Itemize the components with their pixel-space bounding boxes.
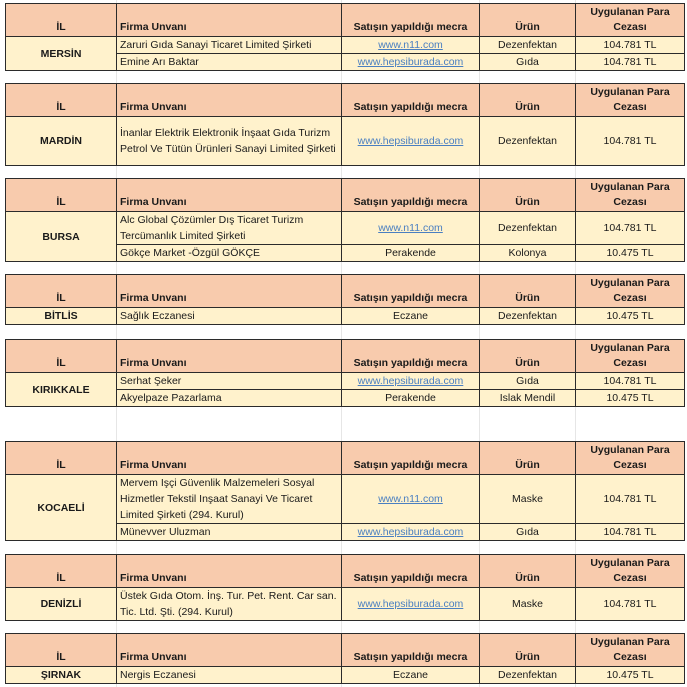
fine-cell: 104.781 TL	[576, 588, 685, 621]
company-cell: Emine Arı Baktar	[117, 54, 342, 71]
channel-link[interactable]: www.hepsiburada.com	[357, 598, 464, 610]
company-cell: Nergis Eczanesi	[117, 667, 342, 684]
fine-cell: 104.781 TL	[576, 37, 685, 54]
province-cell: MERSİN	[6, 37, 117, 71]
table-row	[6, 667, 685, 684]
header-mecra: Satışın yapıldığı mecra	[342, 442, 480, 475]
product-cell: Gıda	[480, 54, 576, 71]
header-firma: Firma Unvanı	[117, 179, 342, 212]
header-firma: Firma Unvanı	[117, 555, 342, 588]
province-cell: BİTLİS	[6, 308, 117, 325]
table-header-row	[6, 634, 685, 667]
company-cell: Sağlık Eczanesi	[117, 308, 342, 325]
header-ceza: Uygulanan Para Cezası	[576, 555, 685, 588]
header-firma: Firma Unvanı	[117, 84, 342, 117]
channel-cell: Eczane	[342, 667, 480, 684]
header-urun: Ürün	[480, 4, 576, 37]
channel-cell[interactable]	[342, 373, 480, 390]
table-row	[6, 212, 685, 245]
table-header-row	[6, 4, 685, 37]
header-il: İL	[6, 84, 117, 117]
fine-table-kocaeli	[5, 441, 685, 541]
table-row	[6, 308, 685, 325]
product-cell: Maske	[480, 588, 576, 621]
province-cell: MARDİN	[6, 117, 117, 166]
channel-cell[interactable]	[342, 212, 480, 245]
channel-cell[interactable]	[342, 37, 480, 54]
header-firma: Firma Unvanı	[117, 4, 342, 37]
header-urun: Ürün	[480, 555, 576, 588]
header-urun: Ürün	[480, 84, 576, 117]
channel-cell: Perakende	[342, 390, 480, 407]
company-cell: Zaruri Gıda Sanayi Ticaret Limited Şirketi	[117, 37, 342, 54]
table-row	[6, 37, 685, 54]
province-cell: ŞIRNAK	[6, 667, 117, 684]
fine-cell: 104.781 TL	[576, 475, 685, 524]
header-ceza: Uygulanan Para Cezası	[576, 340, 685, 373]
table-row	[6, 475, 685, 524]
header-il: İL	[6, 442, 117, 475]
product-cell: Dezenfektan	[480, 37, 576, 54]
channel-link[interactable]: www.n11.com	[378, 39, 443, 51]
product-cell: Dezenfektan	[480, 117, 576, 166]
header-firma: Firma Unvanı	[117, 340, 342, 373]
province-cell: BURSA	[6, 212, 117, 262]
fine-cell: 104.781 TL	[576, 117, 685, 166]
product-cell: Gıda	[480, 373, 576, 390]
header-urun: Ürün	[480, 340, 576, 373]
header-ceza: Uygulanan Para Cezası	[576, 275, 685, 308]
table-header-row	[6, 84, 685, 117]
fine-cell: 104.781 TL	[576, 54, 685, 71]
channel-link[interactable]: www.hepsiburada.com	[357, 56, 464, 68]
fine-cell: 10.475 TL	[576, 667, 685, 684]
product-cell: Gıda	[480, 524, 576, 541]
fine-cell: 104.781 TL	[576, 524, 685, 541]
table-header-row	[6, 442, 685, 475]
channel-cell[interactable]	[342, 524, 480, 541]
header-mecra: Satışın yapıldığı mecra	[342, 179, 480, 212]
fine-table-bursa	[5, 178, 685, 262]
header-ceza: Uygulanan Para Cezası	[576, 84, 685, 117]
fine-table-mersin	[5, 3, 685, 71]
company-cell: Üstek Gıda Otom. İnş. Tur. Pet. Rent. Car san. Tic. Ltd. Şti. (294. Kurul)	[117, 588, 342, 621]
header-mecra: Satışın yapıldığı mecra	[342, 555, 480, 588]
header-urun: Ürün	[480, 275, 576, 308]
company-cell: Mervem Işçi Güvenlik Malzemeleri Sosyal Hizmetler Tekstil Inşaat Sanayi Ve Ticaret Limited Şirketi (294. Kurul)	[117, 475, 342, 524]
product-cell: Maske	[480, 475, 576, 524]
table-header-row	[6, 340, 685, 373]
header-firma: Firma Unvanı	[117, 634, 342, 667]
header-urun: Ürün	[480, 179, 576, 212]
header-ceza: Uygulanan Para Cezası	[576, 634, 685, 667]
channel-link[interactable]: www.n11.com	[378, 222, 443, 234]
company-cell: Alc Global Çözümler Dış Ticaret Turizm Tercümanlık Limited Şirketi	[117, 212, 342, 245]
table-header-row	[6, 555, 685, 588]
fine-table-bitlis	[5, 274, 685, 325]
header-il: İL	[6, 340, 117, 373]
channel-link[interactable]: www.hepsiburada.com	[357, 375, 464, 387]
fine-table-kirikkale	[5, 339, 685, 407]
table-row	[6, 117, 685, 166]
header-mecra: Satışın yapıldığı mecra	[342, 4, 480, 37]
company-cell: Akyelpaze Pazarlama	[117, 390, 342, 407]
header-ceza: Uygulanan Para Cezası	[576, 179, 685, 212]
table-header-row	[6, 179, 685, 212]
header-il: İL	[6, 4, 117, 37]
header-urun: Ürün	[480, 634, 576, 667]
header-il: İL	[6, 634, 117, 667]
province-cell: DENİZLİ	[6, 588, 117, 621]
company-cell: Serhat Şeker	[117, 373, 342, 390]
channel-cell: Perakende	[342, 245, 480, 262]
header-mecra: Satışın yapıldığı mecra	[342, 275, 480, 308]
channel-cell[interactable]	[342, 54, 480, 71]
company-cell: Münevver Uluzman	[117, 524, 342, 541]
channel-link[interactable]: www.hepsiburada.com	[357, 135, 464, 147]
channel-cell: Eczane	[342, 308, 480, 325]
channel-cell[interactable]	[342, 588, 480, 621]
table-row	[6, 373, 685, 390]
channel-link[interactable]: www.hepsiburada.com	[357, 526, 464, 538]
fine-cell: 104.781 TL	[576, 212, 685, 245]
product-cell: Kolonya	[480, 245, 576, 262]
fine-table-sirnak	[5, 633, 685, 684]
header-mecra: Satışın yapıldığı mecra	[342, 340, 480, 373]
channel-link[interactable]: www.n11.com	[378, 493, 443, 505]
company-cell: Gökçe Market -Özgül GÖKÇE	[117, 245, 342, 262]
product-cell: Dezenfektan	[480, 667, 576, 684]
header-il: İL	[6, 275, 117, 308]
fine-table-mardin	[5, 83, 685, 166]
channel-cell[interactable]	[342, 475, 480, 524]
header-urun: Ürün	[480, 442, 576, 475]
product-cell: Dezenfektan	[480, 308, 576, 325]
header-firma: Firma Unvanı	[117, 442, 342, 475]
header-ceza: Uygulanan Para Cezası	[576, 442, 685, 475]
product-cell: Islak Mendil	[480, 390, 576, 407]
province-cell: KOCAELİ	[6, 475, 117, 541]
channel-cell[interactable]	[342, 117, 480, 166]
header-mecra: Satışın yapıldığı mecra	[342, 84, 480, 117]
fine-cell: 10.475 TL	[576, 308, 685, 325]
company-cell: İnanlar Elektrik Elektronik İnşaat Gıda Turizm Petrol Ve Tütün Ürünleri Sanayi Limited Şirketi	[117, 117, 342, 166]
province-cell: KIRIKKALE	[6, 373, 117, 407]
header-mecra: Satışın yapıldığı mecra	[342, 634, 480, 667]
header-firma: Firma Unvanı	[117, 275, 342, 308]
product-cell: Dezenfektan	[480, 212, 576, 245]
fine-cell: 10.475 TL	[576, 245, 685, 262]
table-header-row	[6, 275, 685, 308]
fine-cell: 10.475 TL	[576, 390, 685, 407]
header-il: İL	[6, 555, 117, 588]
header-il: İL	[6, 179, 117, 212]
fine-table-denizli	[5, 554, 685, 621]
header-ceza: Uygulanan Para Cezası	[576, 4, 685, 37]
table-row	[6, 588, 685, 621]
fine-cell: 104.781 TL	[576, 373, 685, 390]
